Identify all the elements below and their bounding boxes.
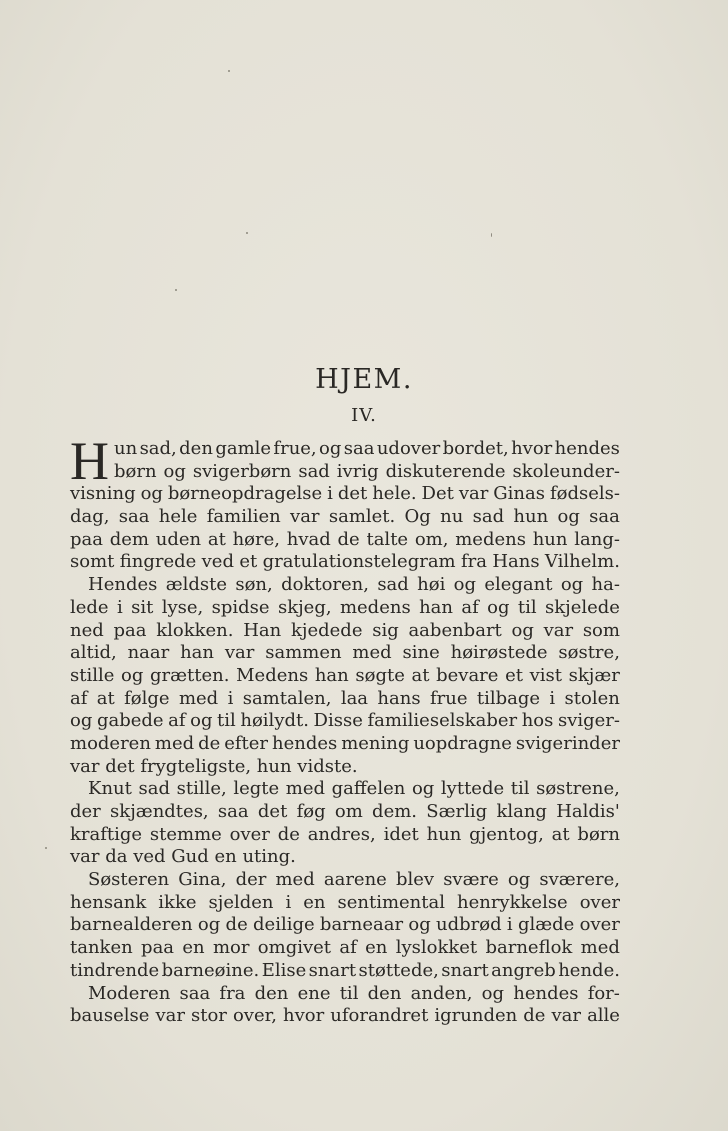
text-line: børn og svigerbørn sad ivrig diskuterende skoleunder- (114, 460, 620, 482)
text-line: paa dem uden at høre, hvad de talte om, medens hun lang- (70, 528, 620, 550)
text-line: var da ved Gud en uting. (70, 846, 296, 868)
text-line: Moderen saa fra den ene til den anden, og hendes for- (88, 982, 620, 1004)
paper-speck (491, 233, 492, 237)
body-text (70, 431, 620, 1028)
text-line: af at følge med i samtalen, laa hans frue tilbage i stolen (70, 687, 620, 709)
text-line: dag, saa hele familien var samlet. Og nu sad hun og saa (70, 506, 620, 528)
text-line: der skjændtes, saa det føg om dem. Særlig klang Haldis' (70, 801, 620, 822)
text-line: moderen med de efter hendes mening uopdragne svigerinder (70, 732, 620, 754)
paper-speck (228, 70, 230, 72)
paper-speck (45, 847, 47, 849)
text-line: visning og børneopdragelse i det hele. Det var Ginas fødsels- (70, 483, 620, 505)
text-line: kraftige stemme over de andres, idet hun gjentog, at børn (70, 823, 620, 845)
text-line: og gabede af og til høilydt. Disse familieselskaber hos sviger- (70, 710, 620, 732)
text-line: tanken paa en mor omgivet af en lyslokket barneflok med (70, 937, 620, 959)
text-line: un sad, den gamle frue, og saa udover bordet, hvor hendes (114, 438, 620, 459)
text-line: barnealderen og de deilige barneaar og udbrød i glæde over (70, 914, 620, 936)
text-line: tindrende barneøine. Elise snart støttede, snart angreb hende. (70, 959, 620, 981)
drop-cap: H (70, 431, 109, 491)
text-line: var det frygteligste, hun vidste. (70, 755, 358, 777)
text-line: lede i sit lyse, spidse skjeg, medens han af og til skjelede (70, 596, 620, 618)
text-line: Søsteren Gina, der med aarene blev svære og sværere, (88, 869, 620, 891)
text-line: ned paa klokken. Han kjedede sig aabenbart og var som (70, 619, 620, 641)
text-line: Knut sad stille, legte med gaffelen og lyttede til søstrene, (88, 778, 620, 800)
chapter-number: IV. (351, 405, 377, 426)
text-line: hensank ikke sjelden i en sentimental henrykkelse over (70, 891, 620, 913)
text-line: bauselse var stor over, hvor uforandret igrunden de var alle (70, 1005, 620, 1027)
text-line: Hendes ældste søn, doktoren, sad høi og elegant og ha- (88, 574, 620, 596)
paper-speck (246, 232, 248, 234)
text-line: stille og grætten. Medens han søgte at bevare et vist skjær (70, 664, 620, 686)
text-line: altid, naar han var sammen med sine høirøstede søstre, (70, 642, 620, 664)
text-line: somt fingrede ved et gratulationstelegram fra Hans Vilhelm. (70, 551, 620, 573)
paper-speck (175, 289, 177, 291)
chapter-title: HJEM. (315, 364, 413, 395)
